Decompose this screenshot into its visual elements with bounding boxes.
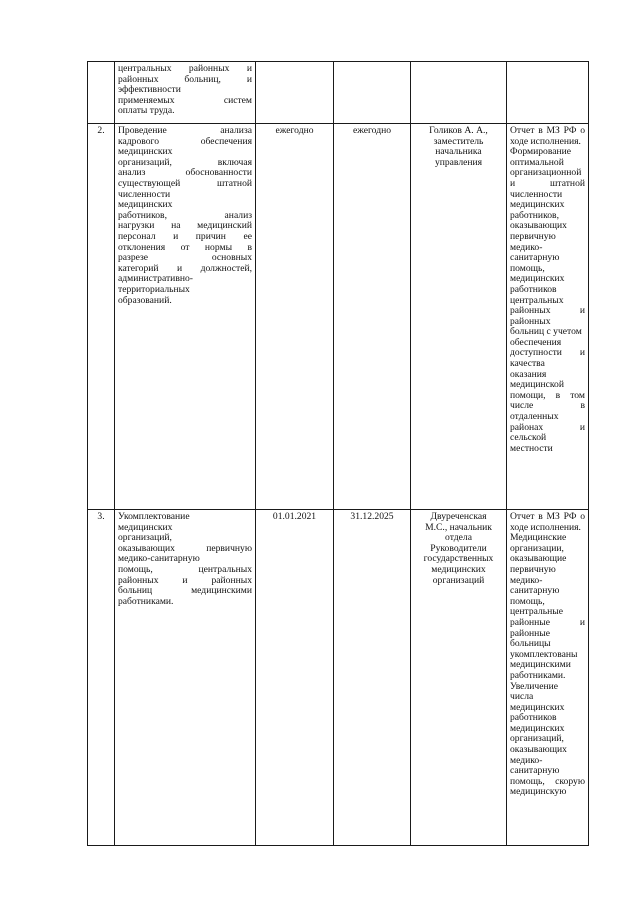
responsible-cell: Двуреченская М.С., начальник отдела Руководители государственных медицинских организаций [411, 510, 507, 846]
activity-cell: Укомплектование медицинских организаций, оказывающих первичную медико-санитарную помощь, центральных районных и районных больниц медицинскими работниками. [115, 510, 256, 846]
end-date-cell: ежегодно [334, 124, 411, 510]
activity-cell: Проведение анализа кадрового обеспечения медицинских организаций, включая анализ обоснованности существующей штатной численности медицинских работников, анализ нагрузки на медицинский персонал и причин ее отклонения от нормы в разрезе основных категорий и должностей, административно- территориальных образований. [115, 124, 256, 510]
result-cell: Отчет в МЗ РФ о ходе исполнения. Формирование оптимальной организационной и штатной численности медицинских работников, оказывающих первичную медико- санитарную помощь, медицинских работников центральных районных и районных больниц с учетом обеспечения доступности и качества оказания медицинской помощи, в том числе в отдаленных районах и сельской местности [507, 124, 589, 510]
row-number [88, 62, 115, 124]
table-row [88, 510, 589, 846]
end-date-cell: 31.12.2025 [334, 510, 411, 846]
start-date-cell: 01.01.2021 [256, 510, 334, 846]
result-cell [507, 62, 589, 124]
result-cell: Отчет в МЗ РФ о ходе исполнения. Медицинские организации, оказывающие первичную медико- санитарную помощь, центральные районные и районные больницы укомплектованы медицинскими работниками. Увеличение числа медицинских работников медицинских организаций, оказывающих медико- санитарную помощь, скорую медицинскую [507, 510, 589, 846]
responsible-cell: Голиков А. А., заместитель начальника управления [411, 124, 507, 510]
table-row [88, 62, 589, 124]
row-number: 3. [88, 510, 115, 846]
row-number: 2. [88, 124, 115, 510]
table-row [88, 124, 589, 510]
activity-cell: центральных районных и районных больниц, и эффективности применяемых систем оплаты труда. [115, 62, 256, 124]
end-date-cell [334, 62, 411, 124]
start-date-cell [256, 62, 334, 124]
responsible-cell [411, 62, 507, 124]
plan-table [87, 61, 589, 846]
start-date-cell: ежегодно [256, 124, 334, 510]
